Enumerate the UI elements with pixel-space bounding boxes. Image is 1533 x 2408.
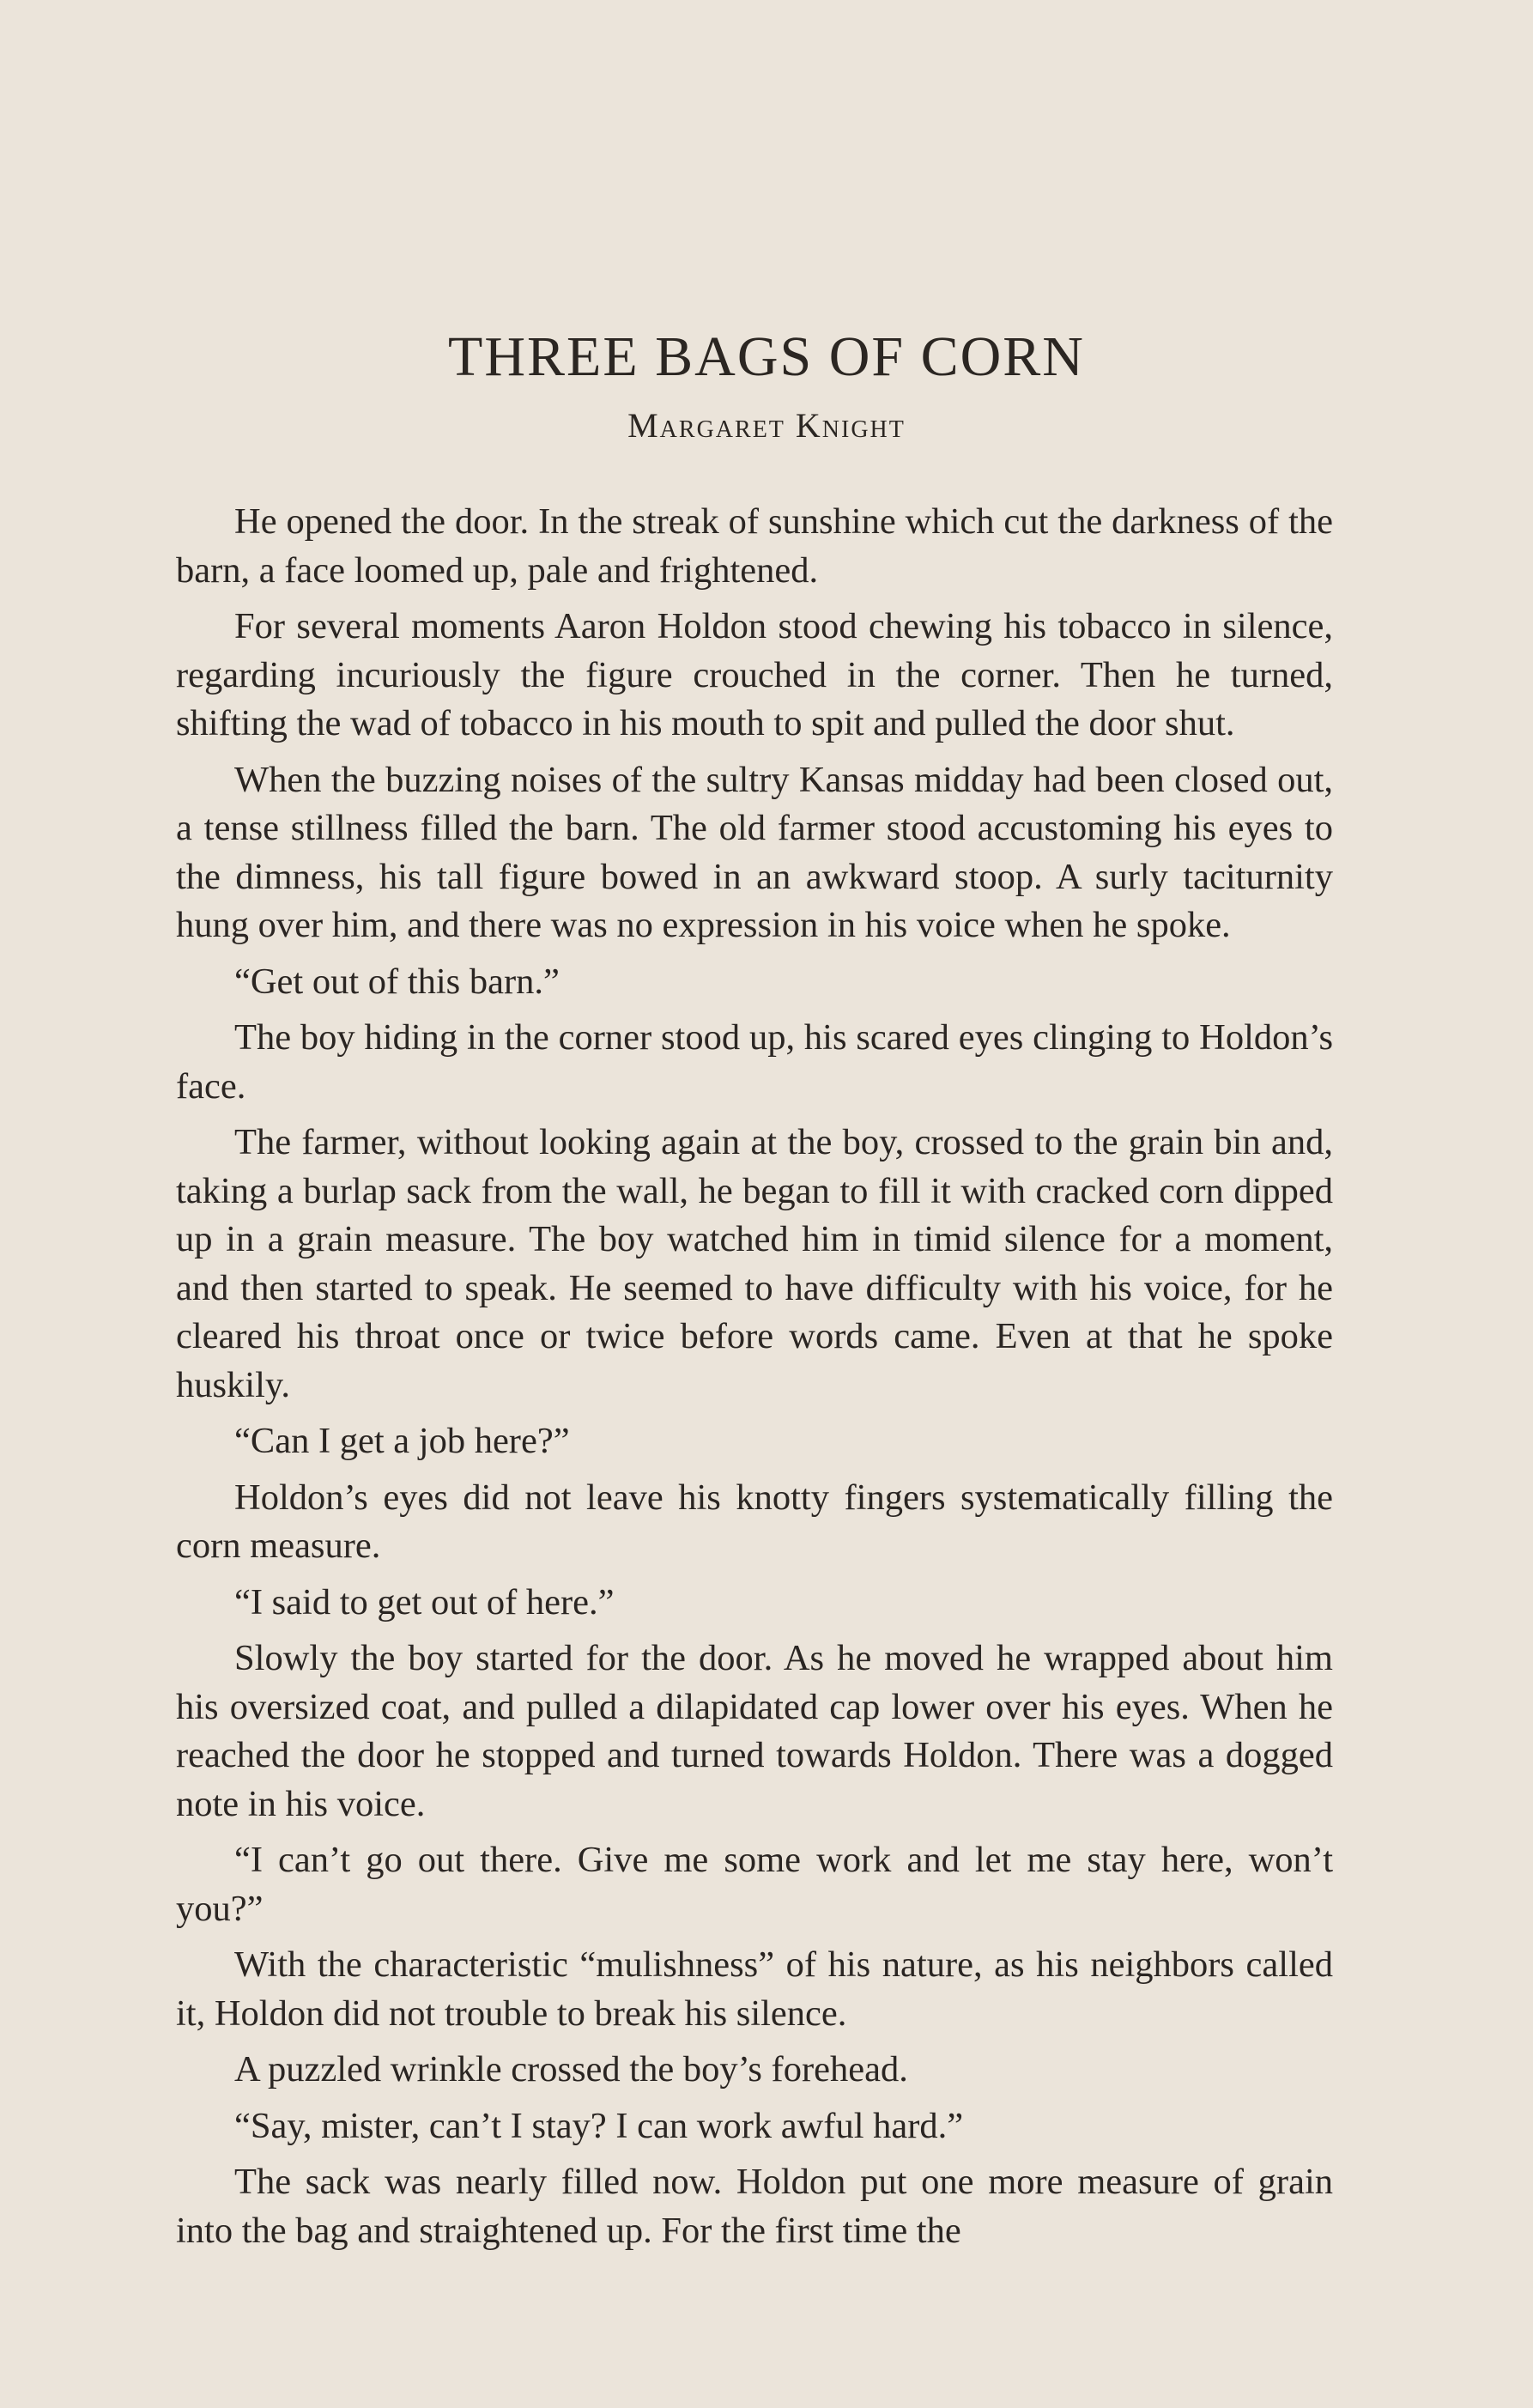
paragraph: “Can I get a job here?”: [234, 1421, 570, 1461]
story-author: Margaret Knight: [627, 406, 906, 445]
paragraph: Holdon’s eyes did not leave his knotty fingers systematically filling the corn measure.: [176, 1477, 1333, 1566]
paragraph: He opened the door. In the streak of sunshine which cut the darkness of the barn, a face loomed up, pale and frightened.: [176, 501, 1333, 591]
paragraph: “I can’t go out there. Give me some work and let me stay here, won’t you?”: [176, 1840, 1333, 1929]
paragraph: The farmer, without looking again at the boy, crossed to the grain bin and, taking a burlap sack from the wall, he began to fill it with cracked corn dipped up in a grain measure. The boy watched him in timid silence for a moment, and then started to speak. He seemed to have difficulty with his voice, for he cleared his throat once or twice before words came. Even at that he spoke huskily.: [176, 1122, 1333, 1405]
paragraph: “Get out of this barn.”: [234, 961, 560, 1002]
paragraph: With the characteristic “mulishness” of his nature, as his neighbors called it, Holdon did not trouble to break his silence.: [176, 1944, 1333, 2034]
paragraph: “Say, mister, can’t I stay? I can work awful hard.”: [234, 2105, 964, 2146]
paragraph: A puzzled wrinkle crossed the boy’s forehead.: [234, 2049, 908, 2090]
paragraph: For several moments Aaron Holdon stood chewing his tobacco in silence, regarding incuriously the figure crouched in the corner. Then he turned, shifting the wad of tobacco in his mouth to spit and pulled the door shut.: [176, 606, 1333, 743]
paragraph: Slowly the boy started for the door. As he moved he wrapped about him his oversized coat, and pulled a dilapidated cap lower over his eyes. When he reached the door he stopped and turned towards Holdon. There was a dogged note in his voice.: [176, 1638, 1333, 1824]
story-title: THREE BAGS OF CORN: [448, 325, 1085, 388]
paragraph: When the buzzing noises of the sultry Kansas midday had been closed out, a tense stillness filled the barn. The old farmer stood accustoming his eyes to the dimness, his tall figure bowed in an awkward stoop. A surly taciturnity hung over him, and there was no expression in his voice when he spoke.: [176, 759, 1333, 945]
story-body: [176, 498, 1333, 2263]
paragraph: The sack was nearly filled now. Holdon put one more measure of grain into the bag and straightened up. For the first time the: [176, 2162, 1333, 2251]
paragraph: “I said to get out of here.”: [234, 1581, 615, 1623]
paragraph: The boy hiding in the corner stood up, his scared eyes clinging to Holdon’s face.: [176, 1017, 1333, 1107]
